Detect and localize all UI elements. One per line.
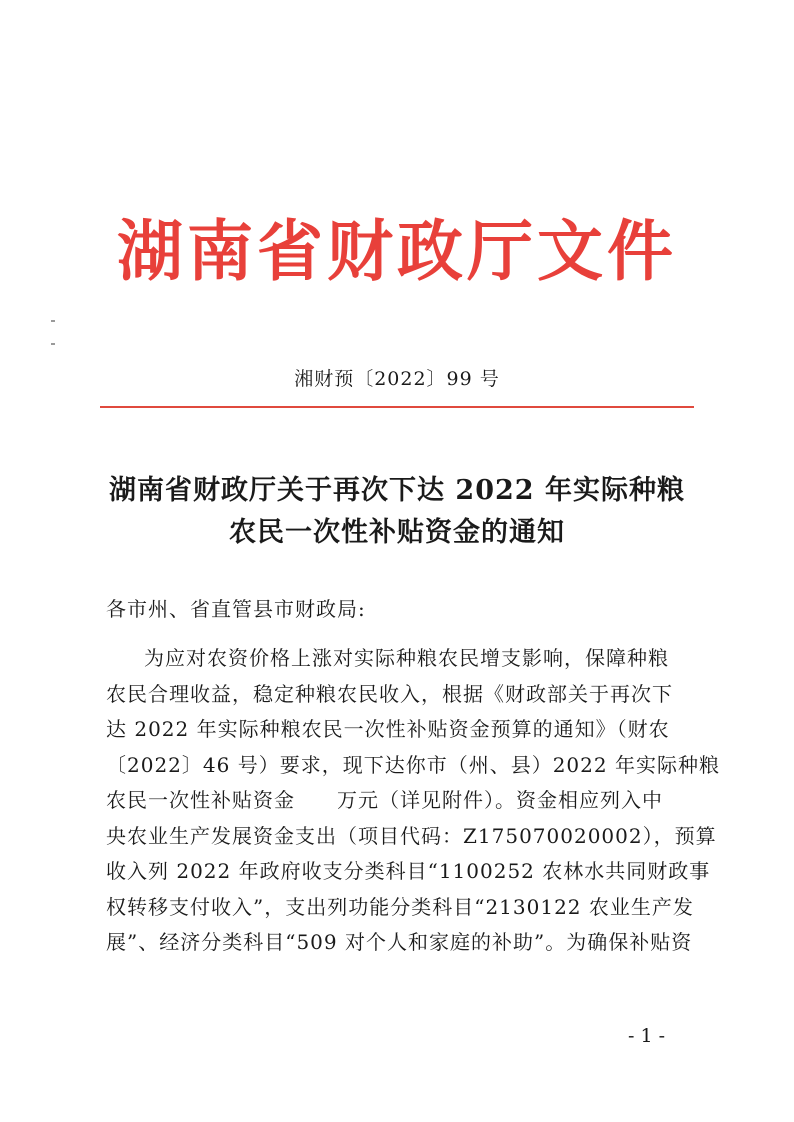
notice-title-line-1: 湖南省财政厅关于再次下达 2022 年实际种粮 [109, 475, 685, 506]
body-line: 农民合理收益，稳定种粮农民收入，根据《财政部关于再次下 [106, 681, 673, 706]
masthead-title: 湖南省财政厅文件 [117, 213, 677, 290]
notice-title [80, 470, 714, 554]
body-line: 权转移支付收入”，支出列功能分类科目“2130122 农业生产发 [106, 894, 694, 919]
body-line: 〔2022〕46 号）要求，现下达你市（州、县）2022 年实际种粮 [106, 752, 720, 777]
body-line: 达 2022 年实际种粮农民一次性补贴资金预算的通知》（财农 [106, 717, 670, 741]
document-number: 湘财预〔2022〕99 号 [294, 368, 500, 390]
page-number: - 1 - [628, 1025, 666, 1047]
body-line: 央农业生产发展资金支出（项目代码：Z175070020002），预算 [106, 823, 717, 848]
body-line: 农民一次性补贴资金 万元（详见附件）。资金相应列入中 [106, 788, 663, 812]
body-line: 收入列 2022 年政府收支分类科目“1100252 农林水共同财政事 [106, 859, 711, 883]
scan-mark [51, 320, 55, 322]
body-text [106, 641, 720, 961]
body-line: 为应对农资价格上涨对实际种粮农民增支影响，保障种粮 [144, 646, 669, 670]
red-divider-line [100, 406, 694, 408]
body-line: 展”、经济分类科目“509 对个人和家庭的补助”。为确保补贴资 [106, 930, 693, 954]
scan-mark [51, 343, 55, 345]
notice-title-line-2: 农民一次性补贴资金的通知 [229, 517, 565, 548]
recipient-line: 各市州、省直管县市财政局: [106, 597, 366, 621]
